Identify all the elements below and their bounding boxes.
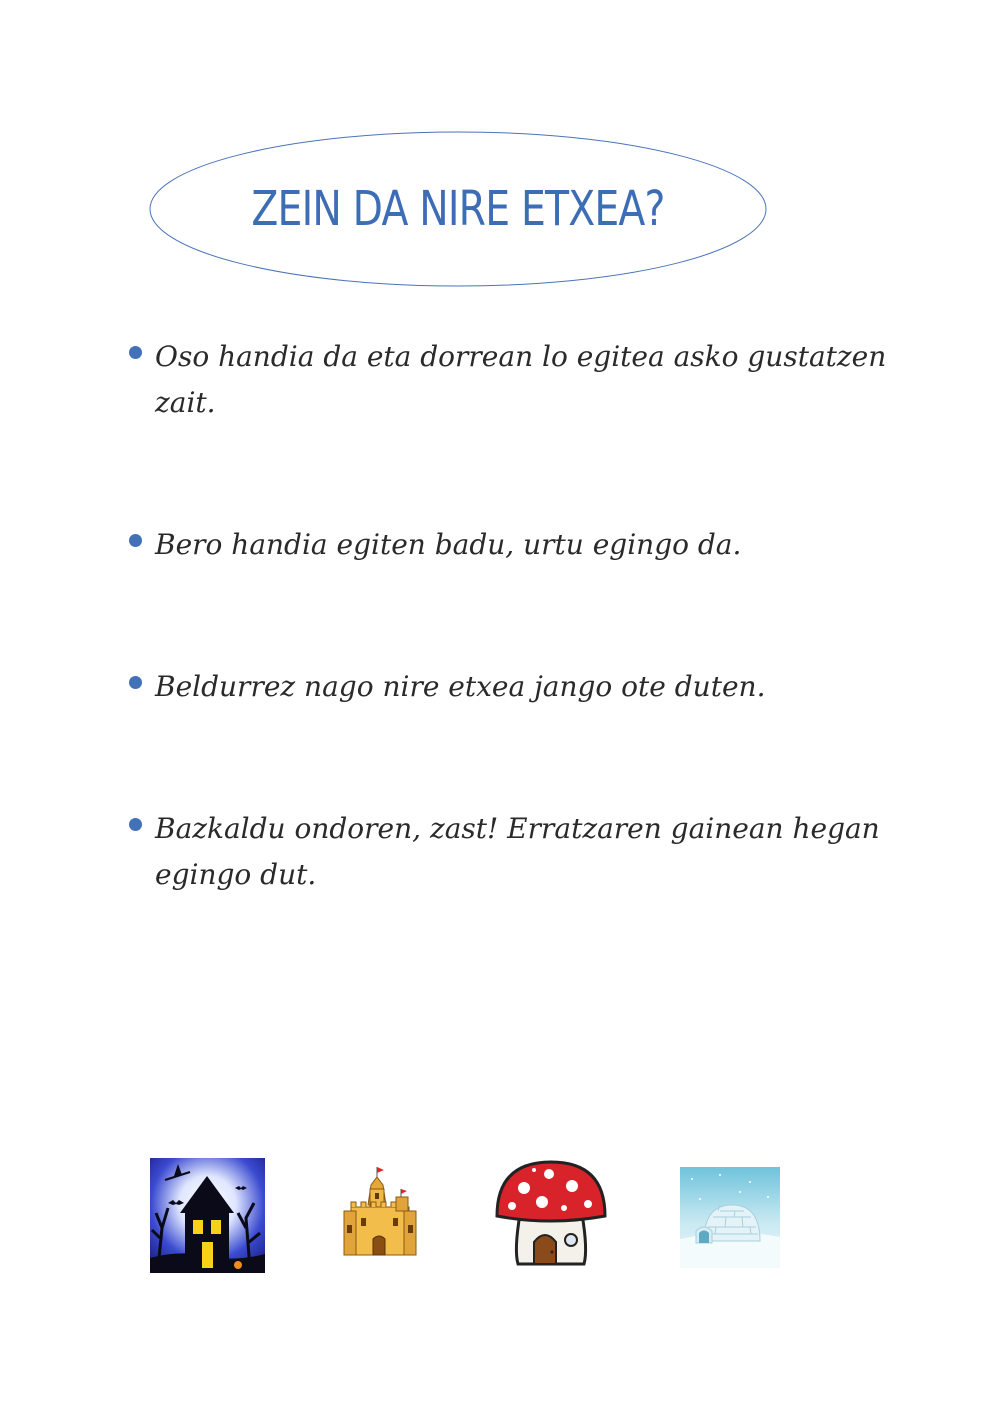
title-oval (149, 131, 767, 287)
bullet-icon (129, 818, 142, 831)
page-title: ZEIN DA NIRE ETXEA? (251, 181, 665, 237)
bullet-icon (129, 534, 142, 547)
list-item (125, 334, 915, 426)
list-item (125, 806, 915, 898)
sentence-2: Bero handia egiten badu, urtu egingo da. (155, 528, 742, 561)
castle-icon[interactable] (326, 1163, 436, 1263)
igloo-icon[interactable] (680, 1167, 780, 1268)
haunted-house-icon[interactable] (150, 1158, 265, 1273)
sentence-1: Oso handia da eta dorrean lo egitea asko gustatzen zait. (155, 340, 887, 419)
sentence-3: Beldurrez nago nire etxea jango ote duten. (155, 670, 766, 703)
sentence-4: Bazkaldu ondoren, zast! Erratzaren gainean hegan egingo dut. (155, 812, 880, 891)
list-item (125, 664, 915, 710)
mushroom-house-icon[interactable] (494, 1160, 608, 1266)
bullet-icon (129, 346, 142, 359)
bullet-icon (129, 676, 142, 689)
list-item (125, 522, 915, 568)
